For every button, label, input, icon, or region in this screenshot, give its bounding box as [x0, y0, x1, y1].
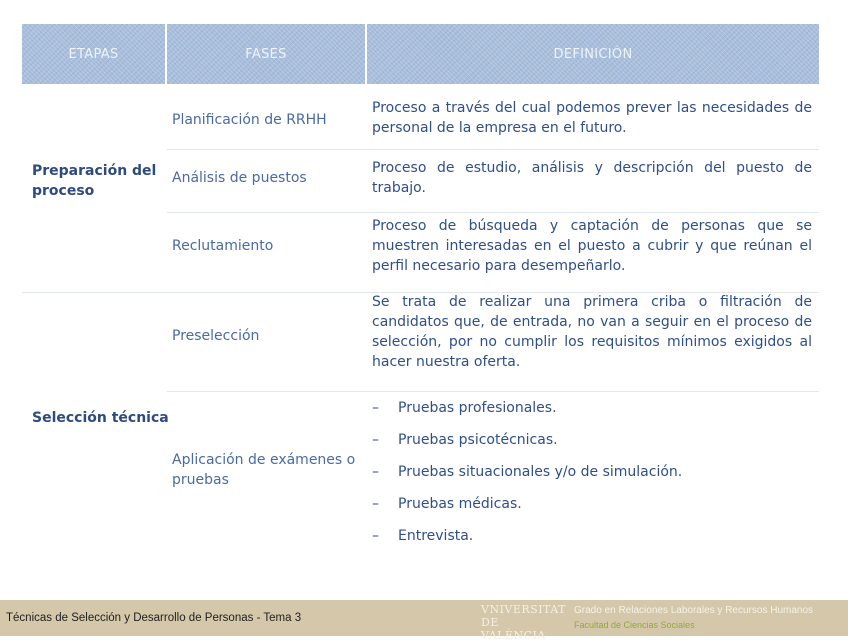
def-preseleccion: Se trata de realizar una primera criba o filtración de candidatos que, de entrada, no van a seguir en el proceso de selección, por no cumplir los requisitos mínimos exigidos al hacer nuestra oferta.: [372, 294, 812, 370]
fase-reclutamiento: Reclutamiento: [172, 238, 274, 254]
degree-name: Grado en Relaciones Laborales y Recursos Humanos: [574, 605, 814, 616]
list-item: – Pruebas psicotécnicas.: [372, 432, 558, 448]
table-header: [22, 24, 819, 84]
footer-bar: [0, 600, 848, 642]
row-divider: [167, 212, 819, 213]
stages-table: [22, 24, 819, 544]
row-divider: [167, 149, 819, 150]
header-fases: FASES: [167, 24, 367, 84]
fase-aplicacion: Aplicación de exámenes o pruebas: [172, 452, 356, 488]
university-logo: [481, 603, 565, 642]
def-planificacion: Proceso a través del cual podemos prever las necesidades de personal de la empresa en el futuro.: [372, 100, 812, 136]
etapa-seleccion: Selección técnica: [32, 410, 169, 426]
def-aplicacion-list: [372, 398, 812, 558]
row-divider: [167, 391, 819, 392]
fase-preseleccion: Preselección: [172, 328, 260, 344]
list-item: – Entrevista.: [372, 528, 474, 544]
def-reclutamiento: Proceso de búsqueda y captación de personas que se muestren interesadas en el puesto a cubrir y que reúnan el perfil necesario para desempeñarlo.: [372, 218, 812, 274]
fase-planificacion: Planificación de RRHH: [172, 112, 327, 128]
def-analisis: Proceso de estudio, análisis y descripción del puesto de trabajo.: [372, 160, 812, 196]
logo-line-1: VNIVERSITAT: [481, 603, 566, 616]
faculty-name: Facultad de Ciencias Sociales: [574, 620, 695, 630]
course-title: Técnicas de Selección y Desarrollo de Personas - Tema 3: [6, 612, 302, 624]
header-definicion: DEFINICIÓN: [367, 24, 819, 84]
list-item: – Pruebas médicas.: [372, 496, 522, 512]
fase-analisis: Análisis de puestos: [172, 170, 307, 186]
etapa-preparacion: Preparación del proceso: [32, 163, 157, 199]
logo-line-2: DE VALÈNCIA: [481, 616, 546, 642]
header-etapas: ETAPAS: [22, 24, 167, 84]
list-item: – Pruebas profesionales.: [372, 400, 557, 416]
list-item: – Pruebas situacionales y/o de simulación.: [372, 464, 683, 480]
